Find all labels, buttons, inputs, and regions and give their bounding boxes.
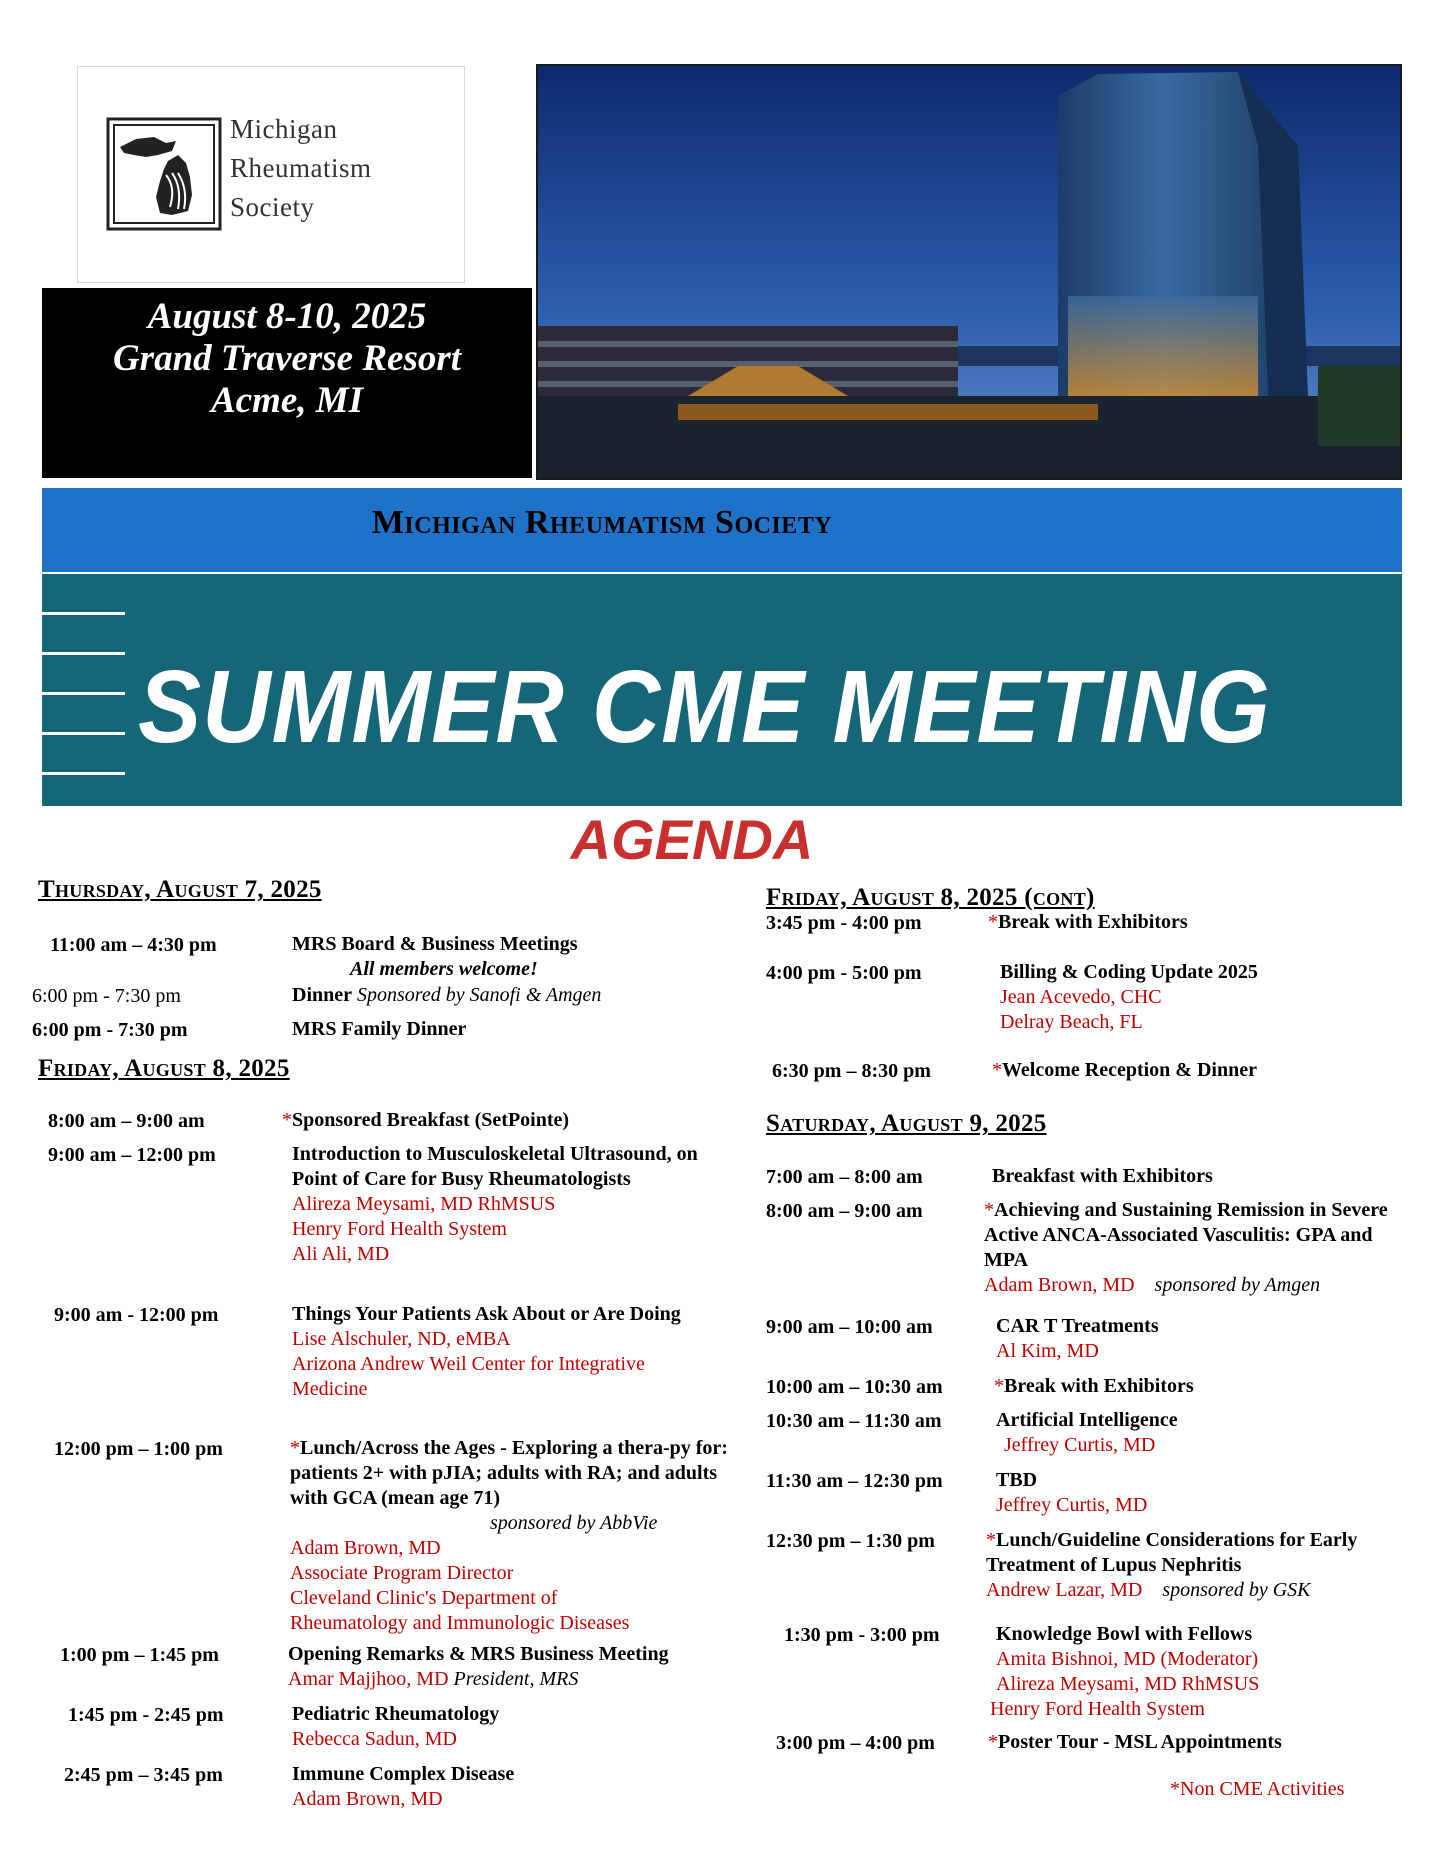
non-cme-marker: *	[986, 1529, 996, 1551]
hotel-photo-illustration	[538, 66, 1400, 478]
agenda-item-title: Break with Exhibitors	[998, 911, 1188, 933]
speaker: Ali Ali, MD	[292, 1243, 390, 1265]
agenda-item	[282, 1108, 722, 1133]
speaker: Adam Brown, MD	[292, 1788, 443, 1810]
event-dates: August 8-10, 2025	[147, 296, 427, 337]
agenda-item	[994, 1374, 1394, 1399]
agenda-item-title: Break with Exhibitors	[1004, 1375, 1194, 1397]
agenda-item	[292, 1142, 712, 1267]
agenda-time: 3:45 pm - 4:00 pm	[766, 912, 922, 934]
agenda-item-title: Opening Remarks & MRS Business Meeting	[288, 1643, 669, 1665]
agenda-item	[996, 1468, 1396, 1518]
agenda-item	[996, 1408, 1396, 1458]
speaker: Jean Acevedo, CHC	[1000, 986, 1162, 1008]
agenda-time: 10:00 am – 10:30 am	[766, 1376, 943, 1398]
agenda-item	[1000, 960, 1400, 1035]
agenda-time: 2:45 pm – 3:45 pm	[64, 1764, 223, 1786]
agenda-time: 1:45 pm - 2:45 pm	[68, 1704, 224, 1726]
agenda-item	[292, 983, 712, 1008]
agenda-item	[992, 1164, 1392, 1189]
agenda-item-title: Poster Tour - MSL Appointments	[998, 1731, 1282, 1753]
speaker: Adam Brown, MD	[984, 1274, 1135, 1296]
agenda-item-note: All members welcome!	[350, 958, 538, 980]
speaker-location: Delray Beach, FL	[1000, 1011, 1143, 1033]
agenda-time: 4:00 pm - 5:00 pm	[766, 962, 922, 984]
agenda-item-title: Lunch/Across the Ages - Exploring a thera-py for: patients 2+ with pJIA; adults with RA; and adults with GCA (mean age 71)	[290, 1437, 728, 1509]
agenda-time: 8:00 am – 9:00 am	[766, 1200, 923, 1222]
agenda-item-sponsor: sponsored by GSK	[1162, 1579, 1311, 1601]
speaker: Rebecca Sadun, MD	[292, 1728, 457, 1750]
speaker: Alireza Meysami, MD RhMSUS	[292, 1193, 556, 1215]
speaker: Al Kim, MD	[996, 1340, 1099, 1362]
agenda-time: 9:00 am - 12:00 pm	[54, 1304, 219, 1326]
event-venue: Grand Traverse Resort	[112, 338, 462, 379]
agenda-time: 7:00 am – 8:00 am	[766, 1166, 923, 1188]
agenda-item	[292, 1302, 712, 1402]
agenda-item-title: MRS Board & Business Meetings	[292, 933, 578, 955]
non-cme-marker: *	[984, 1199, 994, 1221]
agenda-time: 9:00 am – 12:00 pm	[48, 1144, 216, 1166]
agenda-item-title: Sponsored Breakfast (SetPointe)	[292, 1109, 570, 1131]
speaker: Alireza Meysami, MD RhMSUS	[996, 1673, 1260, 1695]
agenda-time: 3:00 pm – 4:00 pm	[776, 1732, 935, 1754]
speaker: Andrew Lazar, MD	[986, 1579, 1143, 1601]
stripe-decoration	[42, 612, 125, 615]
friday-cont-heading: Friday, August 8, 2025 (cont)	[766, 884, 1095, 911]
hotel-tower-photo	[536, 64, 1402, 480]
speaker: Adam Brown, MD	[290, 1537, 441, 1559]
agenda-item	[292, 1017, 692, 1042]
speaker-affiliation: Rheumatology and Immunologic Diseases	[290, 1612, 630, 1634]
non-cme-marker: *	[988, 911, 998, 933]
stripe-decoration	[42, 772, 125, 775]
speaker-affiliation: Cleveland Clinic's Department of	[290, 1587, 558, 1609]
non-cme-marker: *	[988, 1731, 998, 1753]
agenda-item	[984, 1198, 1404, 1298]
non-cme-marker: *	[290, 1437, 300, 1459]
speaker: Jeffrey Curtis, MD	[1004, 1434, 1156, 1456]
agenda-item-title: Lunch/Guideline Considerations for Early Treatment of Lupus Nephritis	[986, 1529, 1358, 1576]
agenda-heading: AGENDA	[570, 808, 814, 871]
agenda-time: 9:00 am – 10:00 am	[766, 1316, 933, 1338]
thursday-heading: Thursday, August 7, 2025	[38, 876, 322, 903]
agenda-item	[292, 1702, 712, 1752]
meeting-title: SUMMER CME MEETING	[138, 649, 1271, 764]
agenda-item-title: Immune Complex Disease	[292, 1763, 515, 1785]
speaker-affiliation: Henry Ford Health System	[990, 1698, 1205, 1720]
friday-heading: Friday, August 8, 2025	[38, 1055, 290, 1082]
agenda-time: 1:00 pm – 1:45 pm	[60, 1644, 219, 1666]
logo	[77, 66, 465, 283]
agenda-item	[996, 1314, 1396, 1364]
speaker: Lise Alschuler, ND, eMBA	[292, 1328, 511, 1350]
organization-name: Michigan Rheumatism Society	[371, 504, 833, 541]
stripe-decoration	[42, 732, 125, 735]
agenda-item	[288, 1642, 748, 1692]
agenda-item-title: Things Your Patients Ask About or Are Doing	[292, 1303, 681, 1325]
agenda-time: 10:30 am – 11:30 am	[766, 1410, 942, 1432]
agenda-item	[292, 932, 692, 982]
saturday-heading: Saturday, August 9, 2025	[766, 1110, 1047, 1137]
agenda-item	[290, 1436, 740, 1636]
agenda-time: 12:30 pm – 1:30 pm	[766, 1530, 935, 1552]
stripe-decoration	[42, 652, 125, 655]
agenda-item-title: Knowledge Bowl with Fellows	[996, 1623, 1253, 1645]
agenda-item	[988, 910, 1388, 935]
speaker-affiliation: Henry Ford Health System	[292, 1218, 507, 1240]
agenda-item-title: MRS Family Dinner	[292, 1018, 467, 1040]
non-cme-marker: *	[994, 1375, 1004, 1397]
agenda-item-sponsor: sponsored by AbbVie	[490, 1512, 658, 1534]
agenda-item-title: Dinner	[292, 984, 352, 1006]
stripe-decoration	[42, 692, 125, 695]
organization-band	[42, 488, 1402, 572]
agenda-item	[292, 1762, 712, 1812]
agenda-item-title: TBD	[996, 1469, 1038, 1491]
agenda-item-title: Breakfast with Exhibitors	[992, 1165, 1213, 1187]
agenda-time: 8:00 am – 9:00 am	[48, 1110, 205, 1132]
logo-line-3: Society	[230, 192, 315, 222]
agenda-time: 11:30 am – 12:30 pm	[766, 1470, 943, 1492]
agenda-item	[992, 1058, 1392, 1083]
speaker: Jeffrey Curtis, MD	[996, 1494, 1148, 1516]
footnote: *Non CME Activities	[1170, 1778, 1345, 1800]
agenda-time: 6:00 pm - 7:30 pm	[32, 985, 181, 1007]
title-band	[42, 574, 1402, 806]
agenda-item-title: Introduction to Musculoskeletal Ultrasound, on Point of Care for Busy Rheumatologists	[292, 1143, 698, 1190]
agenda-item-title: Billing & Coding Update 2025	[1000, 961, 1258, 983]
speaker: Amita Bishnoi, MD (Moderator)	[996, 1648, 1259, 1670]
event-location: Acme, MI	[210, 380, 364, 421]
speaker-affiliation: Arizona Andrew Weil Center for Integrative Medicine	[292, 1353, 645, 1400]
agenda-time: 1:30 pm - 3:00 pm	[784, 1624, 940, 1646]
agenda-time: 11:00 am – 4:30 pm	[50, 934, 217, 956]
agenda-time: 12:00 pm – 1:00 pm	[54, 1438, 223, 1460]
agenda-item-title: CAR T Treatments	[996, 1315, 1159, 1337]
speaker-role: President, MRS	[453, 1668, 579, 1690]
agenda-item	[990, 1622, 1390, 1722]
agenda-item-title: Pediatric Rheumatology	[292, 1703, 500, 1725]
agenda-item	[988, 1730, 1408, 1755]
agenda-item-title: Welcome Reception & Dinner	[1002, 1059, 1257, 1081]
agenda-item	[986, 1528, 1406, 1603]
non-cme-marker: *	[992, 1059, 1002, 1081]
agenda-item-sponsor: Sponsored by Sanofi & Amgen	[357, 984, 602, 1006]
michigan-map-icon	[106, 117, 222, 231]
agenda-time: 6:00 pm - 7:30 pm	[32, 1019, 188, 1041]
logo-line-2: Rheumatism	[230, 153, 372, 183]
agenda-item-sponsor: sponsored by Amgen	[1154, 1274, 1321, 1296]
agenda-item-title: Artificial Intelligence	[996, 1409, 1178, 1431]
agenda-time: 6:30 pm – 8:30 pm	[772, 1060, 931, 1082]
agenda-item-title: Achieving and Sustaining Remission in Severe Active ANCA-Associated Vasculitis: GPA and MPA	[984, 1199, 1388, 1271]
speaker-title: Associate Program Director	[290, 1562, 514, 1584]
non-cme-marker: *	[282, 1109, 292, 1131]
speaker: Amar Majjhoo, MD	[288, 1668, 449, 1690]
logo-line-1: Michigan	[230, 114, 338, 144]
event-info-box	[42, 288, 532, 478]
